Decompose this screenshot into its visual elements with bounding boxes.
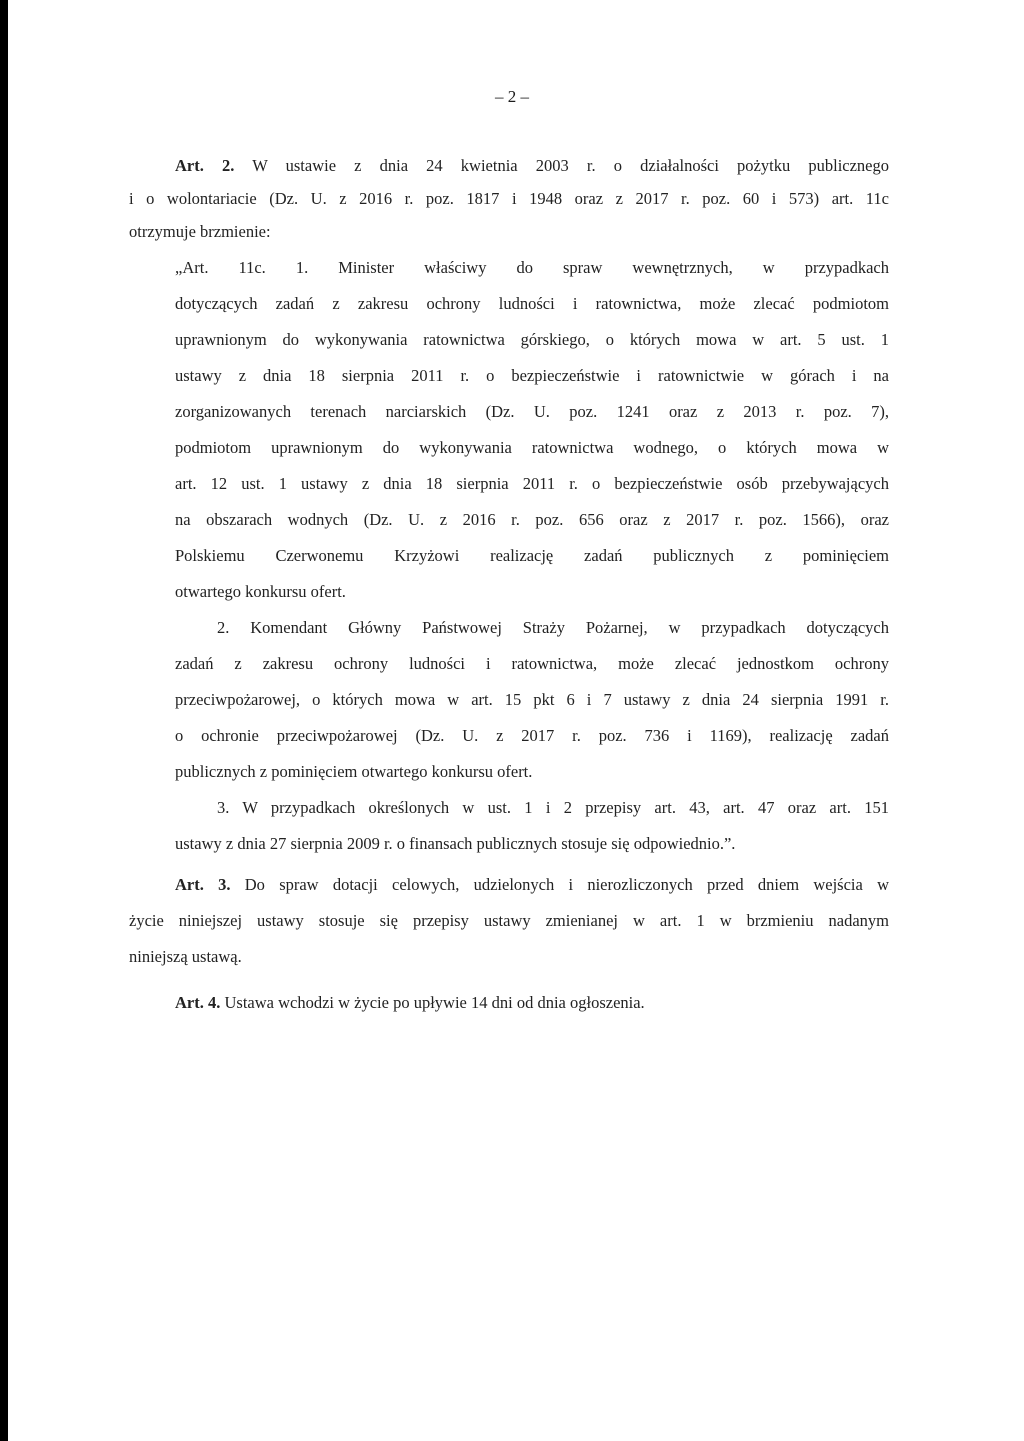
art2-line2: i o wolontariacie (Dz. U. z 2016 r. poz. 1817 i 1948 oraz z 2017 r. poz. 60 i 573) art. 11c	[129, 189, 889, 208]
art2-line1-wrap	[175, 155, 889, 177]
quote-line-1: „Art. 11c. 1. Minister właściwy do spraw wewnętrznych, w przypadkach	[175, 258, 889, 277]
quote-line-5: zorganizowanych terenach narciarskich (Dz. U. poz. 1241 oraz z 2013 r. poz. 7),	[175, 402, 889, 421]
quote-line-16: 3. W przypadkach określonych w ust. 1 i 2 przepisy art. 43, art. 47 oraz art. 151	[217, 798, 889, 817]
art2-label: Art. 2.	[175, 156, 235, 175]
art3-line1-wrap	[175, 874, 889, 896]
art2-line3: otrzymuje brzmienie:	[129, 222, 271, 241]
art4-label: Art. 4.	[175, 993, 221, 1012]
art4-text: Ustawa wchodzi w życie po upływie 14 dni od dnia ogłoszenia.	[224, 993, 645, 1012]
art2-line1: W ustawie z dnia 24 kwietnia 2003 r. o działalności pożytku publicznego	[252, 156, 889, 175]
quote-line-6: podmiotom uprawnionym do wykonywania ratownictwa wodnego, o których mowa w	[175, 438, 889, 457]
quote-line-2: dotyczących zadań z zakresu ochrony ludności i ratownictwa, może zlecać podmiotom	[175, 294, 889, 313]
quote-line-9: Polskiemu Czerwonemu Krzyżowi realizację zadań publicznych z pominięciem	[175, 546, 889, 565]
quote-line-13: przeciwpożarowej, o których mowa w art. 15 pkt 6 i 7 ustawy z dnia 24 sierpnia 1991 r.	[175, 690, 889, 709]
quote-line-12: zadań z zakresu ochrony ludności i ratownictwa, może zlecać jednostkom ochrony	[175, 654, 889, 673]
quote-line-17: ustawy z dnia 27 sierpnia 2009 r. o finansach publicznych stosuje się odpowiednio.”.	[175, 834, 736, 853]
quote-line-3: uprawnionym do wykonywania ratownictwa górskiego, o których mowa w art. 5 ust. 1	[175, 330, 889, 349]
art3-line1: Do spraw dotacji celowych, udzielonych i nierozliczonych przed dniem wejścia w	[244, 875, 890, 894]
art4-line	[175, 992, 645, 1014]
quote-line-11: 2. Komendant Główny Państwowej Straży Pożarnej, w przypadkach dotyczących	[217, 618, 889, 637]
page-number: – 2 –	[495, 87, 529, 106]
quote-line-8: na obszarach wodnych (Dz. U. z 2016 r. poz. 656 oraz z 2017 r. poz. 1566), oraz	[175, 510, 889, 529]
quote-line-15: publicznych z pominięciem otwartego konkursu ofert.	[175, 762, 533, 781]
quote-line-14: o ochronie przeciwpożarowej (Dz. U. z 2017 r. poz. 736 i 1169), realizację zadań	[175, 726, 889, 745]
art3-label: Art. 3.	[175, 875, 231, 894]
quote-line-7: art. 12 ust. 1 ustawy z dnia 18 sierpnia 2011 r. o bezpieczeństwie osób przebywających	[175, 474, 889, 493]
art3-line3: niniejszą ustawą.	[129, 947, 242, 966]
quote-line-10: otwartego konkursu ofert.	[175, 582, 346, 601]
document-page	[8, 0, 1024, 1441]
quote-line-4: ustawy z dnia 18 sierpnia 2011 r. o bezpieczeństwie i ratownictwie w górach i na	[175, 366, 889, 385]
art3-line2: życie niniejszej ustawy stosuje się przepisy ustawy zmienianej w art. 1 w brzmieniu nadanym	[129, 911, 889, 930]
